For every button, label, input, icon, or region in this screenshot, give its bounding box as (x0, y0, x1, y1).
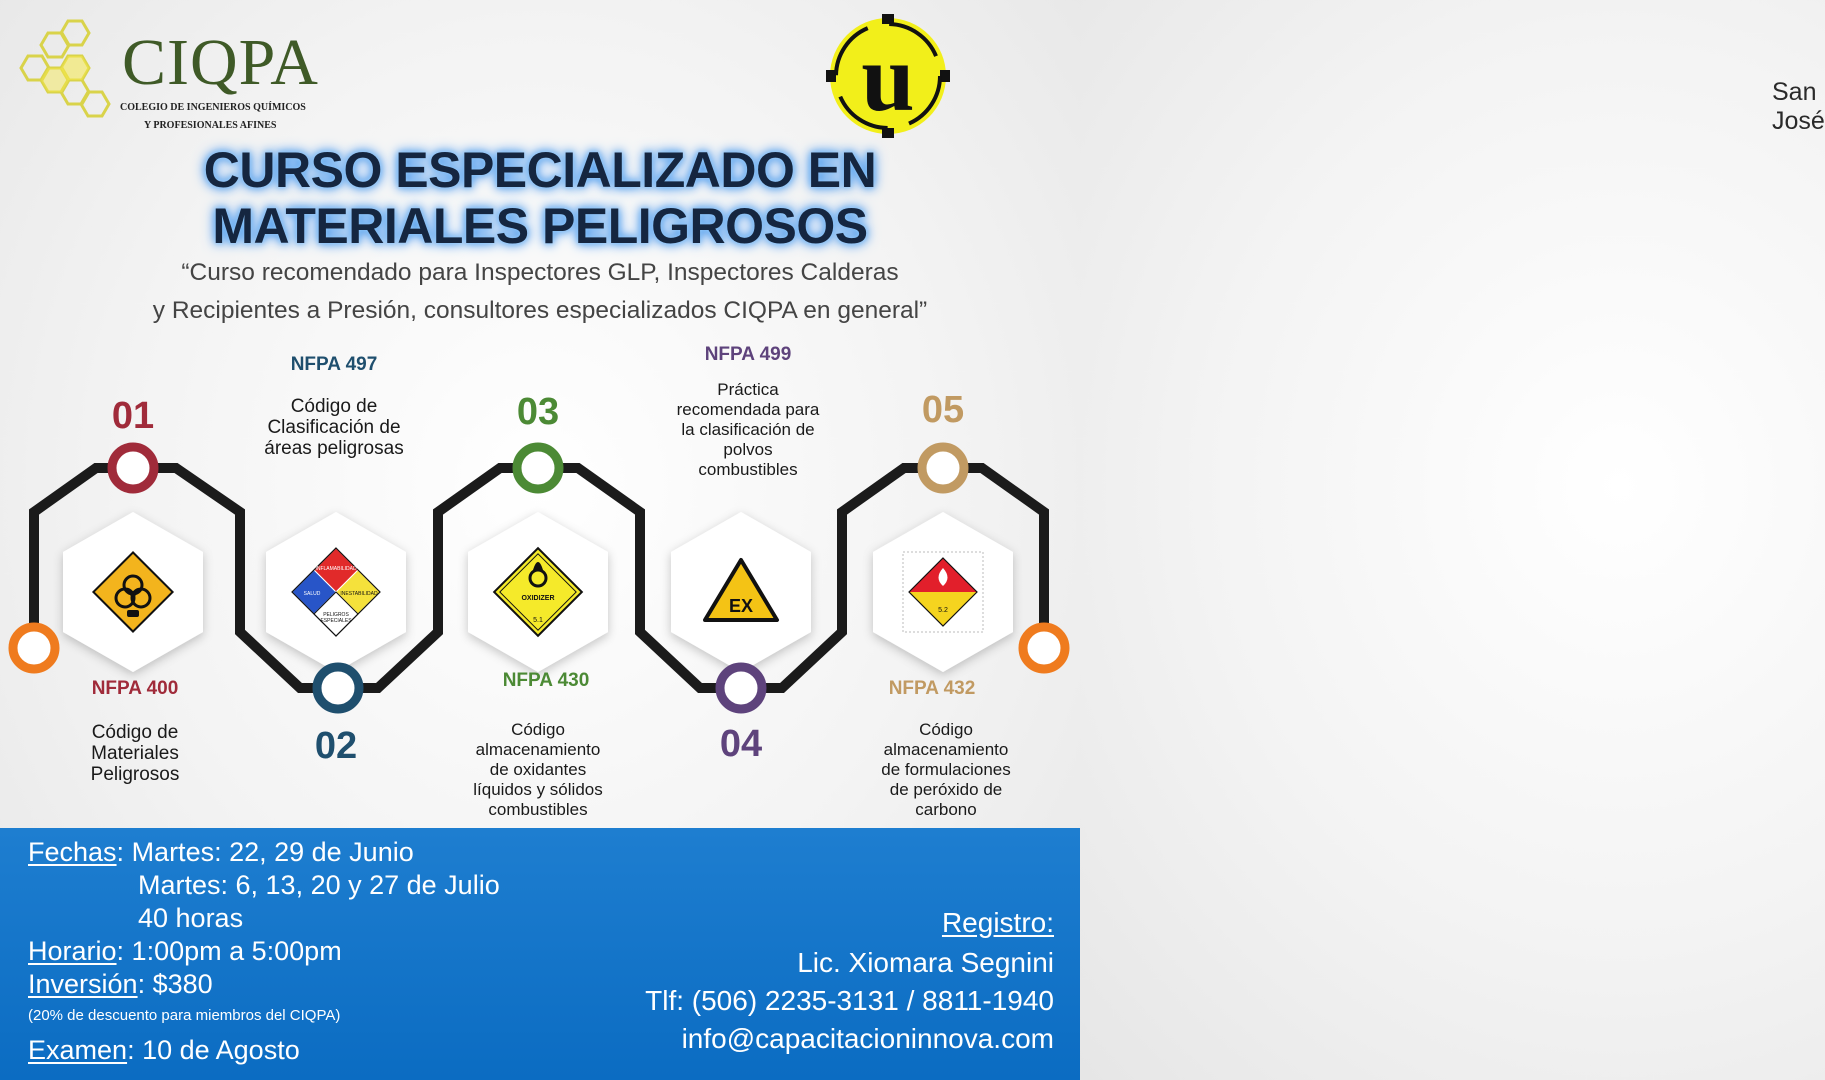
end-node-left (13, 627, 55, 669)
nfpa-499-code: NFPA 499 (704, 344, 792, 365)
svg-text:INESTABILIDAD: INESTABILIDAD (340, 591, 378, 597)
registro-contact: Lic. Xiomara Segnini (797, 947, 1054, 978)
end-node-right (1023, 627, 1065, 669)
inversion-label: Inversión (28, 969, 138, 999)
fechas-row: Fechas: Martes: 22, 29 de Junio (28, 837, 414, 867)
discount-note: (20% de descuento para miembros del CIQPA) (28, 1007, 341, 1024)
step-number-02: 02 (314, 725, 358, 767)
node-01 (112, 447, 154, 489)
svg-text:INFLAMABILIDAD: INFLAMABILIDAD (315, 566, 357, 572)
node-04 (720, 667, 762, 709)
nfpa-432-description: Código almacenamiento de formulaciones de peróxido de carbono (881, 720, 1011, 819)
svg-text:PELIGROS: PELIGROS (323, 612, 349, 618)
nfpa-400-description: Código de Materiales Peligrosos (90, 722, 180, 785)
course-subtitle-line1: “Curso recomendado para Inspectores GLP, Inspectores Calderas (181, 259, 899, 286)
fechas-label: Fechas (28, 837, 117, 867)
honeycomb-icon (24, 16, 124, 116)
inversion-row: Inversión: $380 (28, 969, 213, 999)
ciqpa-logo (24, 16, 324, 136)
svg-text:SALUD: SALUD (303, 591, 321, 597)
u-logo-text: San José (1772, 78, 1825, 135)
fechas-line1: Martes: 22, 29 de Junio (131, 837, 414, 867)
step-number-04: 04 (719, 723, 763, 765)
course-title-line2: MATERIALES PELIGROSOS (212, 198, 868, 254)
u-san-jose-logo (826, 14, 1825, 144)
course-title-line1: CURSO ESPECIALIZADO EN (203, 142, 877, 198)
organic-peroxide-icon (903, 552, 983, 632)
svg-text:OXIDIZER: OXIDIZER (521, 595, 555, 602)
step-number-03: 03 (516, 391, 560, 433)
registro-phone: Tlf: (506) 2235-3131 / 8811-1940 (645, 985, 1054, 1016)
horario-row: Horario: 1:00pm a 5:00pm (28, 936, 342, 966)
horario-value: 1:00pm a 5:00pm (131, 936, 342, 966)
nfpa-432-code: NFPA 432 (888, 678, 976, 699)
node-03 (517, 447, 559, 489)
svg-text:5.2: 5.2 (938, 607, 948, 614)
step-number-05: 05 (921, 389, 965, 431)
nfpa-497-code: NFPA 497 (290, 354, 378, 375)
examen-label: Examen (28, 1035, 128, 1065)
svg-text:EX: EX (728, 596, 754, 616)
fechas-line2: Martes: 6, 13, 20 y 27 de Julio (138, 870, 500, 900)
nfpa-400-code: NFPA 400 (91, 678, 179, 699)
fechas-line3: 40 horas (138, 903, 244, 933)
course-subtitle-line2: y Recipientes a Presión, consultores especializados CIQPA en general” (152, 297, 928, 324)
svg-text:u: u (861, 24, 915, 131)
u-gear-icon (826, 14, 950, 138)
registro-label: Registro: (941, 907, 1054, 938)
ciqpa-subtitle-line2: Y PROFESIONALES AFINES (144, 120, 277, 131)
course-info-band (0, 828, 1080, 1080)
ciqpa-name: CIQPA (122, 26, 319, 99)
nfpa-timeline (0, 340, 1080, 830)
step-number-01: 01 (111, 395, 155, 437)
nfpa-497-description: Código de Clasificación de áreas peligrosas (264, 396, 404, 459)
node-05 (922, 447, 964, 489)
examen-value: 10 de Agosto (142, 1035, 300, 1065)
ciqpa-subtitle-line1: COLEGIO DE INGENIEROS QUÍMICOS (120, 102, 306, 113)
nfpa-430-code: NFPA 430 (502, 670, 590, 691)
node-02 (317, 667, 359, 709)
nfpa-499-description: Práctica recomendada para la clasificación de polvos combustibles (676, 380, 820, 479)
svg-text:5.1: 5.1 (533, 617, 543, 624)
svg-text:ESPECIALES: ESPECIALES (320, 618, 352, 624)
inversion-value: $380 (152, 969, 213, 999)
registro-email[interactable]: info@capacitacioninnova.com (681, 1023, 1054, 1054)
nfpa-430-description: Código almacenamiento de oxidantes líquidos y sólidos combustibles (473, 720, 603, 819)
examen-row: Examen: 10 de Agosto (28, 1035, 300, 1065)
horario-label: Horario (28, 936, 117, 966)
